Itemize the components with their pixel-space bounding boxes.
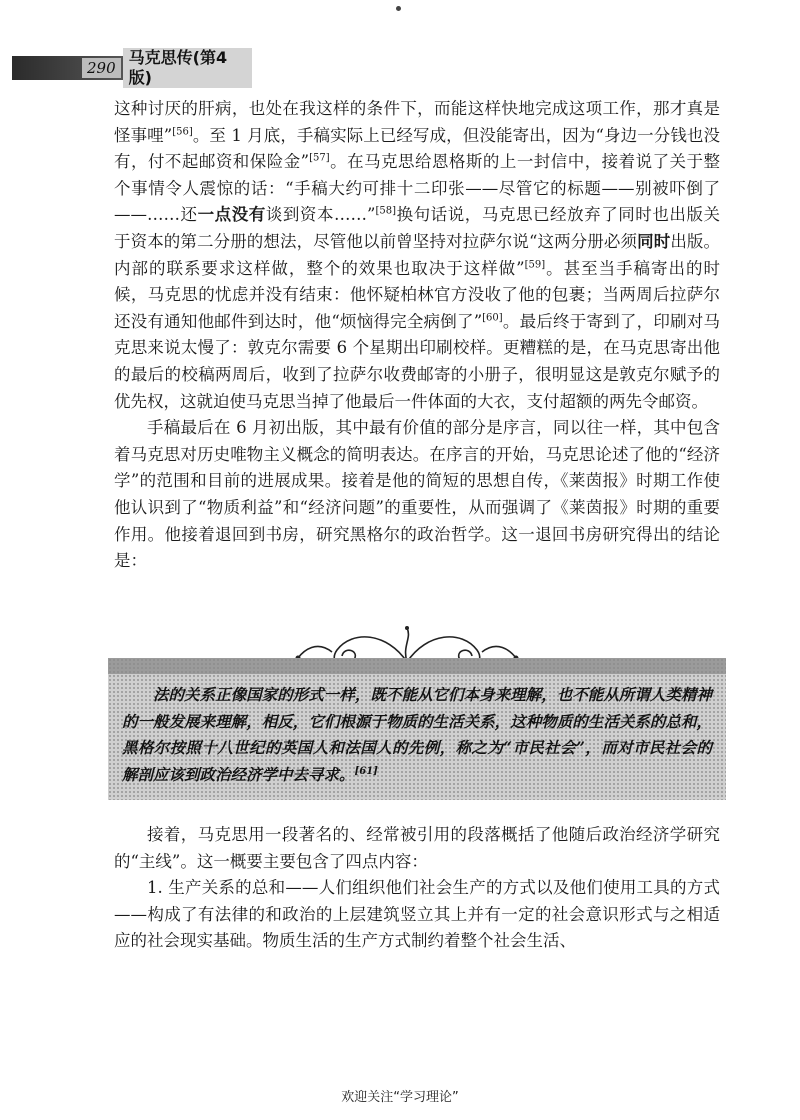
body-text-top: [114, 96, 720, 575]
text-run: 。至 1 月底，手稿实际上已经写成，但没能寄出，因为“身边一分钱也没有，付不起邮资和保险金”: [114, 125, 720, 172]
text-run: 。甚至当手稿寄出的时候，马克思的忧虑并没有结束：他怀疑柏林官方没收了他的包裹；当两周后拉萨尔还没有通知他邮件到达时，他“烦恼得完全病倒了”: [114, 258, 720, 331]
text-run: 出版。内部的联系要求这样做，整个的效果也取决于这样做”: [114, 231, 721, 278]
quote-paragraph: [122, 682, 712, 788]
running-header: [12, 48, 252, 87]
block-quote: [122, 682, 712, 788]
quote-top-band: [108, 658, 726, 674]
text-run: 这种讨厌的肝病，也处在我这样的条件下，而能这样快地完成这项工作，那才真是怪事哩”: [114, 99, 720, 145]
footnote-ref: [58]: [375, 205, 397, 217]
footnote-ref: [57]: [309, 152, 330, 164]
body-text-bottom: [114, 822, 720, 955]
text-run: 接着，马克思用一段著名的、经常被引用的段落概括了他随后政治经济学研究的“主线”。这一概要主要包含了四点内容：: [114, 825, 720, 871]
text-run: 谈到资本……”: [265, 205, 376, 225]
footnote-ref: [59]: [524, 259, 546, 271]
page-number: 290: [82, 58, 121, 78]
paragraph: [114, 875, 720, 955]
text-run: 。在马克思给恩格斯的上一封信中，接着说了关于整个事情令人震惊的话：“手稿大约可排十二印张——尽管它的标题——别被吓倒了——……还: [114, 152, 721, 225]
quote-box: [108, 658, 726, 800]
text-run: 换句话说，马克思已经放弃了同时也出版关于资本的第二分册的想法，尽管他以前曾坚持对拉萨尔说“这两分册必须: [114, 205, 721, 251]
footer-note: 欢迎关注“学习理论”: [341, 1090, 459, 1105]
text-run: 手稿最后在 6 月初出版，其中最有价值的部分是序言，同以往一样，其中包含着马克思对历史唯物主义概念的简明表达。在序言的开始，马克思论述了他的“经济学”的范围和目前的进展成果。接着是他的简短的思想自传，《莱茵报》时期工作使他认识到了“物质利益”和“经济问题”的重要性，从而强调了《莱茵报》时期的重要作用。他接着退回到书房，研究黑格尔的政治哲学。这一退回书房研究得出的结论是：: [114, 418, 720, 571]
text-run: 1. 生产关系的总和——人们组织他们社会生产的方式以及他们使用工具的方式——构成了有法律的和政治的上层建筑竖立其上并有一定的社会意识形式与之相适应的社会现实基础。物质生活的生产方式制约着整个社会生活、: [114, 878, 720, 951]
book-title: 马克思传(第4版): [123, 48, 252, 88]
text-run: 法的关系正像国家的形式一样，既不能从它们本身来理解，也不能从所谓人类精神的一般发展来理解，相反，它们根源于物质的生活关系，这种物质的生活关系的总和，黑格尔按照十八世纪的英国人和法国人的先例，称之为“市民社会”，而对市民社会的解剖应该到政治经济学中去寻求。: [122, 685, 712, 784]
footnote-ref: [61]: [354, 765, 378, 777]
top-dot: [396, 6, 401, 11]
footnote-ref: [60]: [482, 312, 503, 324]
paragraph: [114, 415, 720, 575]
paragraph: [114, 96, 720, 415]
text-run: 。最后终于寄到了，印刷对马克思来说太慢了：敦克尔需要 6 个星期出印刷校样。更糟糕的是，在马克思寄出他的最后的校稿两周后，收到了拉萨尔收费邮寄的小册子，很明显这是敦克尔赋予的优先权，这就迫使马克思当掉了他最后一件体面的大衣，支付超额的两先令邮资。: [114, 311, 721, 411]
paragraph: [114, 822, 720, 875]
footnote-ref: [56]: [172, 126, 193, 138]
emphasis-text: 一点没有: [197, 205, 266, 225]
emphasis-text: 同时: [637, 231, 671, 251]
